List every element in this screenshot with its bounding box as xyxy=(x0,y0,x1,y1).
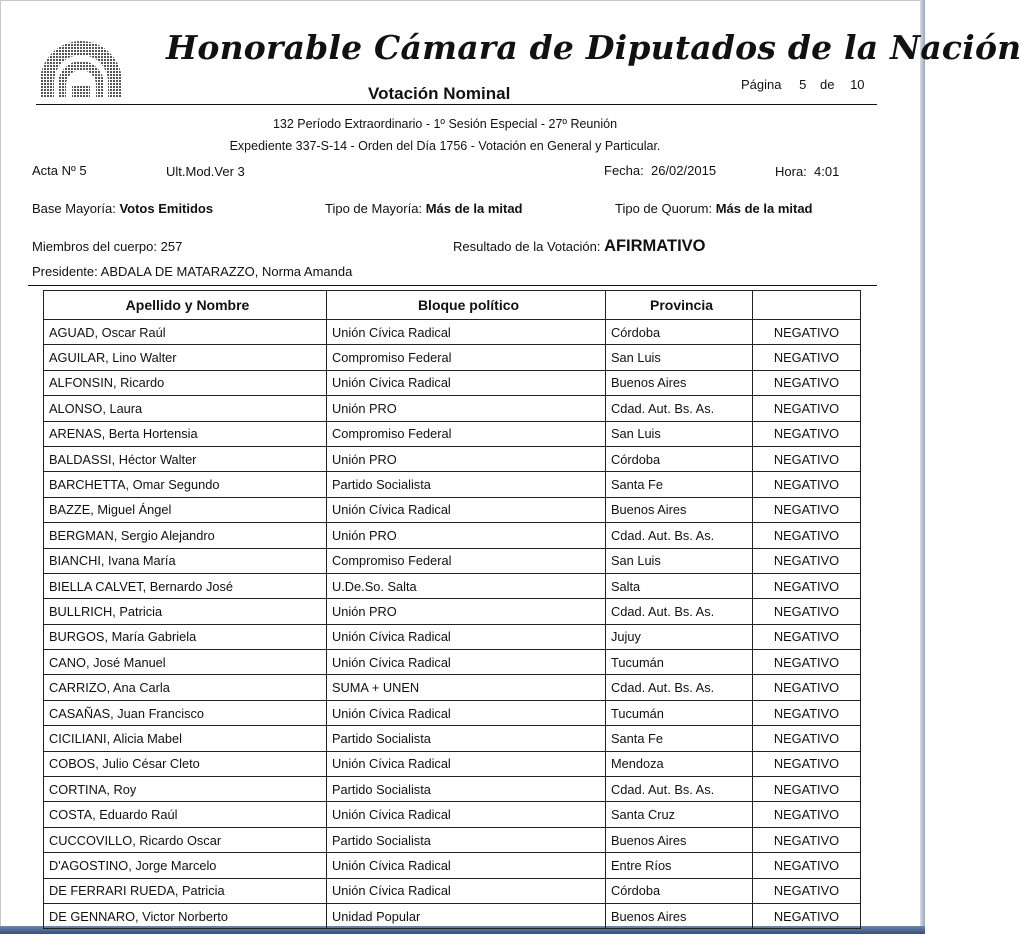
table-row xyxy=(44,827,861,852)
presidente: Presidente: ABDALA DE MATARAZZO, Norma Amanda xyxy=(32,264,353,279)
cell-nombre: BIANCHI, Ivana María xyxy=(44,548,327,573)
cell-bloque: Unión PRO xyxy=(327,523,606,548)
cell-voto: NEGATIVO xyxy=(753,650,861,675)
cell-voto: NEGATIVO xyxy=(753,700,861,725)
fecha-value: 26/02/2015 xyxy=(650,163,717,178)
table-row xyxy=(44,497,861,522)
cell-voto: NEGATIVO xyxy=(753,827,861,852)
cell-provincia: San Luis xyxy=(606,421,753,446)
cell-nombre: COSTA, Eduardo Raúl xyxy=(44,802,327,827)
document-title: Honorable Cámara de Diputados de la Nación xyxy=(166,28,1021,67)
table-row xyxy=(44,396,861,421)
document-subtitle: Votación Nominal xyxy=(368,84,511,103)
cell-nombre: BIELLA CALVET, Bernardo José xyxy=(44,573,327,598)
cell-provincia: Córdoba xyxy=(606,878,753,903)
resultado-votacion: Resultado de la Votación: AFIRMATIVO xyxy=(453,237,706,255)
table-row xyxy=(44,751,861,776)
column-header-nombre: Apellido y Nombre xyxy=(44,291,327,320)
cell-bloque: SUMA + UNEN xyxy=(327,675,606,700)
cell-voto: NEGATIVO xyxy=(753,421,861,446)
acta-number: 5 xyxy=(79,163,87,178)
cell-nombre: BULLRICH, Patricia xyxy=(44,599,327,624)
cell-bloque: Partido Socialista xyxy=(327,726,606,751)
cell-voto: NEGATIVO xyxy=(753,370,861,395)
table-header-row xyxy=(44,291,861,320)
table-row xyxy=(44,777,861,802)
window-edge-shadow xyxy=(920,0,925,934)
cell-provincia: Cdad. Aut. Bs. As. xyxy=(606,523,753,548)
tipo-mayoria-value: Más de la mitad xyxy=(425,201,523,216)
cell-provincia: Cdad. Aut. Bs. As. xyxy=(606,599,753,624)
resultado-value: AFIRMATIVO xyxy=(604,237,706,255)
table-row xyxy=(44,573,861,598)
cell-voto: NEGATIVO xyxy=(753,903,861,928)
expediente-line: Expediente 337-S-14 - Orden del Día 1756 - Votación en General y Particular. xyxy=(229,139,661,153)
table-top-rule xyxy=(28,285,877,286)
cell-provincia: Tucumán xyxy=(606,650,753,675)
cell-nombre: CUCCOVILLO, Ricardo Oscar xyxy=(44,827,327,852)
acta-label: Acta Nº 5 xyxy=(32,163,87,178)
table-row xyxy=(44,624,861,649)
cell-nombre: D'AGOSTINO, Jorge Marcelo xyxy=(44,853,327,878)
page-of: de xyxy=(819,77,835,92)
header-rule xyxy=(36,104,877,105)
cell-provincia: Jujuy xyxy=(606,624,753,649)
cell-provincia: Buenos Aires xyxy=(606,827,753,852)
cell-provincia: Buenos Aires xyxy=(606,497,753,522)
cell-nombre: ALONSO, Laura xyxy=(44,396,327,421)
cell-bloque: Unión PRO xyxy=(327,446,606,471)
cell-provincia: San Luis xyxy=(606,345,753,370)
page-total: 10 xyxy=(850,77,865,92)
column-header-bloque: Bloque político xyxy=(327,291,606,320)
cell-voto: NEGATIVO xyxy=(753,726,861,751)
session-line: 132 Período Extraordinario - 1º Sesión Especial - 27º Reunión xyxy=(272,117,618,131)
cell-voto: NEGATIVO xyxy=(753,802,861,827)
cell-provincia: Mendoza xyxy=(606,751,753,776)
cell-voto: NEGATIVO xyxy=(753,777,861,802)
cell-nombre: BARCHETTA, Omar Segundo xyxy=(44,472,327,497)
cell-voto: NEGATIVO xyxy=(753,599,861,624)
cell-bloque: Partido Socialista xyxy=(327,827,606,852)
hora-value: 4:01 xyxy=(814,164,840,179)
page-current: 5 xyxy=(799,77,807,92)
cell-provincia: Córdoba xyxy=(606,446,753,471)
cell-voto: NEGATIVO xyxy=(753,345,861,370)
cell-bloque: Unidad Popular xyxy=(327,903,606,928)
cell-nombre: AGUAD, Oscar Raúl xyxy=(44,320,327,345)
cell-voto: NEGATIVO xyxy=(753,396,861,421)
cell-nombre: BAZZE, Miguel Ángel xyxy=(44,497,327,522)
cell-nombre: CORTINA, Roy xyxy=(44,777,327,802)
cell-voto: NEGATIVO xyxy=(753,624,861,649)
cell-bloque: Partido Socialista xyxy=(327,777,606,802)
cell-nombre: CARRIZO, Ana Carla xyxy=(44,675,327,700)
table-row xyxy=(44,802,861,827)
cell-voto: NEGATIVO xyxy=(753,523,861,548)
cell-provincia: Santa Cruz xyxy=(606,802,753,827)
cell-provincia: Santa Fe xyxy=(606,726,753,751)
cell-provincia: San Luis xyxy=(606,548,753,573)
cell-voto: NEGATIVO xyxy=(753,446,861,471)
cell-bloque: Compromiso Federal xyxy=(327,548,606,573)
hora: Hora: 4:01 xyxy=(775,164,840,179)
cell-bloque: Unión Cívica Radical xyxy=(327,878,606,903)
cell-voto: NEGATIVO xyxy=(753,472,861,497)
cell-bloque: Unión Cívica Radical xyxy=(327,650,606,675)
cell-voto: NEGATIVO xyxy=(753,548,861,573)
cell-bloque: Unión Cívica Radical xyxy=(327,624,606,649)
base-mayoria-value: Votos Emitidos xyxy=(119,201,214,216)
cell-nombre: BURGOS, María Gabriela xyxy=(44,624,327,649)
table-row xyxy=(44,421,861,446)
cell-bloque: Unión Cívica Radical xyxy=(327,700,606,725)
cell-provincia: Cdad. Aut. Bs. As. xyxy=(606,675,753,700)
table-row xyxy=(44,726,861,751)
table-row xyxy=(44,446,861,471)
tipo-quorum: Tipo de Quorum: Más de la mitad xyxy=(615,201,813,216)
table-row xyxy=(44,599,861,624)
cell-provincia: Santa Fe xyxy=(606,472,753,497)
table-row xyxy=(44,903,861,928)
table-row xyxy=(44,878,861,903)
table-row xyxy=(44,523,861,548)
cell-voto: NEGATIVO xyxy=(753,497,861,522)
table-row xyxy=(44,853,861,878)
chamber-logo-icon xyxy=(38,38,124,100)
cell-voto: NEGATIVO xyxy=(753,853,861,878)
cell-nombre: DE FERRARI RUEDA, Patricia xyxy=(44,878,327,903)
ultima-modificacion: Ult.Mod.Ver 3 xyxy=(166,164,245,179)
cell-nombre: CICILIANI, Alicia Mabel xyxy=(44,726,327,751)
cell-nombre: COBOS, Julio César Cleto xyxy=(44,751,327,776)
table-row xyxy=(44,320,861,345)
page-indicator xyxy=(741,77,865,92)
cell-bloque: Unión Cívica Radical xyxy=(327,802,606,827)
cell-nombre: CASAÑAS, Juan Francisco xyxy=(44,700,327,725)
column-header-provincia: Provincia xyxy=(606,291,753,320)
column-header-voto xyxy=(753,291,861,320)
cell-voto: NEGATIVO xyxy=(753,675,861,700)
page-label: Página xyxy=(741,77,782,92)
table-row xyxy=(44,650,861,675)
cell-provincia: Buenos Aires xyxy=(606,370,753,395)
cell-provincia: Entre Ríos xyxy=(606,853,753,878)
base-mayoria: Base Mayoría: Votos Emitidos xyxy=(32,201,214,216)
cell-bloque: Unión Cívica Radical xyxy=(327,497,606,522)
table-row xyxy=(44,345,861,370)
cell-bloque: Unión Cívica Radical xyxy=(327,853,606,878)
cell-nombre: DE GENNARO, Victor Norberto xyxy=(44,903,327,928)
miembros-value: 257 xyxy=(160,239,183,254)
cell-bloque: Partido Socialista xyxy=(327,472,606,497)
cell-nombre: CANO, José Manuel xyxy=(44,650,327,675)
cell-provincia: Tucumán xyxy=(606,700,753,725)
cell-bloque: Unión Cívica Radical xyxy=(327,751,606,776)
table-row xyxy=(44,370,861,395)
cell-bloque: U.De.So. Salta xyxy=(327,573,606,598)
cell-voto: NEGATIVO xyxy=(753,751,861,776)
cell-voto: NEGATIVO xyxy=(753,320,861,345)
tipo-mayoria: Tipo de Mayoría: Más de la mitad xyxy=(325,201,523,216)
cell-voto: NEGATIVO xyxy=(753,878,861,903)
table-row xyxy=(44,675,861,700)
cell-nombre: AGUILAR, Lino Walter xyxy=(44,345,327,370)
cell-provincia: Cdad. Aut. Bs. As. xyxy=(606,396,753,421)
cell-provincia: Cdad. Aut. Bs. As. xyxy=(606,777,753,802)
cell-provincia: Buenos Aires xyxy=(606,903,753,928)
cell-bloque: Unión PRO xyxy=(327,396,606,421)
cell-nombre: ALFONSIN, Ricardo xyxy=(44,370,327,395)
votes-table xyxy=(43,290,861,929)
cell-bloque: Compromiso Federal xyxy=(327,345,606,370)
cell-bloque: Unión Cívica Radical xyxy=(327,370,606,395)
cell-nombre: BALDASSI, Héctor Walter xyxy=(44,446,327,471)
cell-nombre: BERGMAN, Sergio Alejandro xyxy=(44,523,327,548)
table-row xyxy=(44,472,861,497)
cell-provincia: Salta xyxy=(606,573,753,598)
tipo-quorum-value: Más de la mitad xyxy=(715,201,813,216)
cell-bloque: Compromiso Federal xyxy=(327,421,606,446)
cell-voto: NEGATIVO xyxy=(753,573,861,598)
cell-bloque: Unión Cívica Radical xyxy=(327,320,606,345)
fecha: Fecha: 26/02/2015 xyxy=(604,163,717,178)
table-row xyxy=(44,548,861,573)
table-row xyxy=(44,700,861,725)
presidente-value: ABDALA DE MATARAZZO, Norma Amanda xyxy=(100,264,353,279)
cell-bloque: Unión PRO xyxy=(327,599,606,624)
cell-nombre: ARENAS, Berta Hortensia xyxy=(44,421,327,446)
cell-provincia: Córdoba xyxy=(606,320,753,345)
miembros-del-cuerpo: Miembros del cuerpo: 257 xyxy=(32,239,183,254)
